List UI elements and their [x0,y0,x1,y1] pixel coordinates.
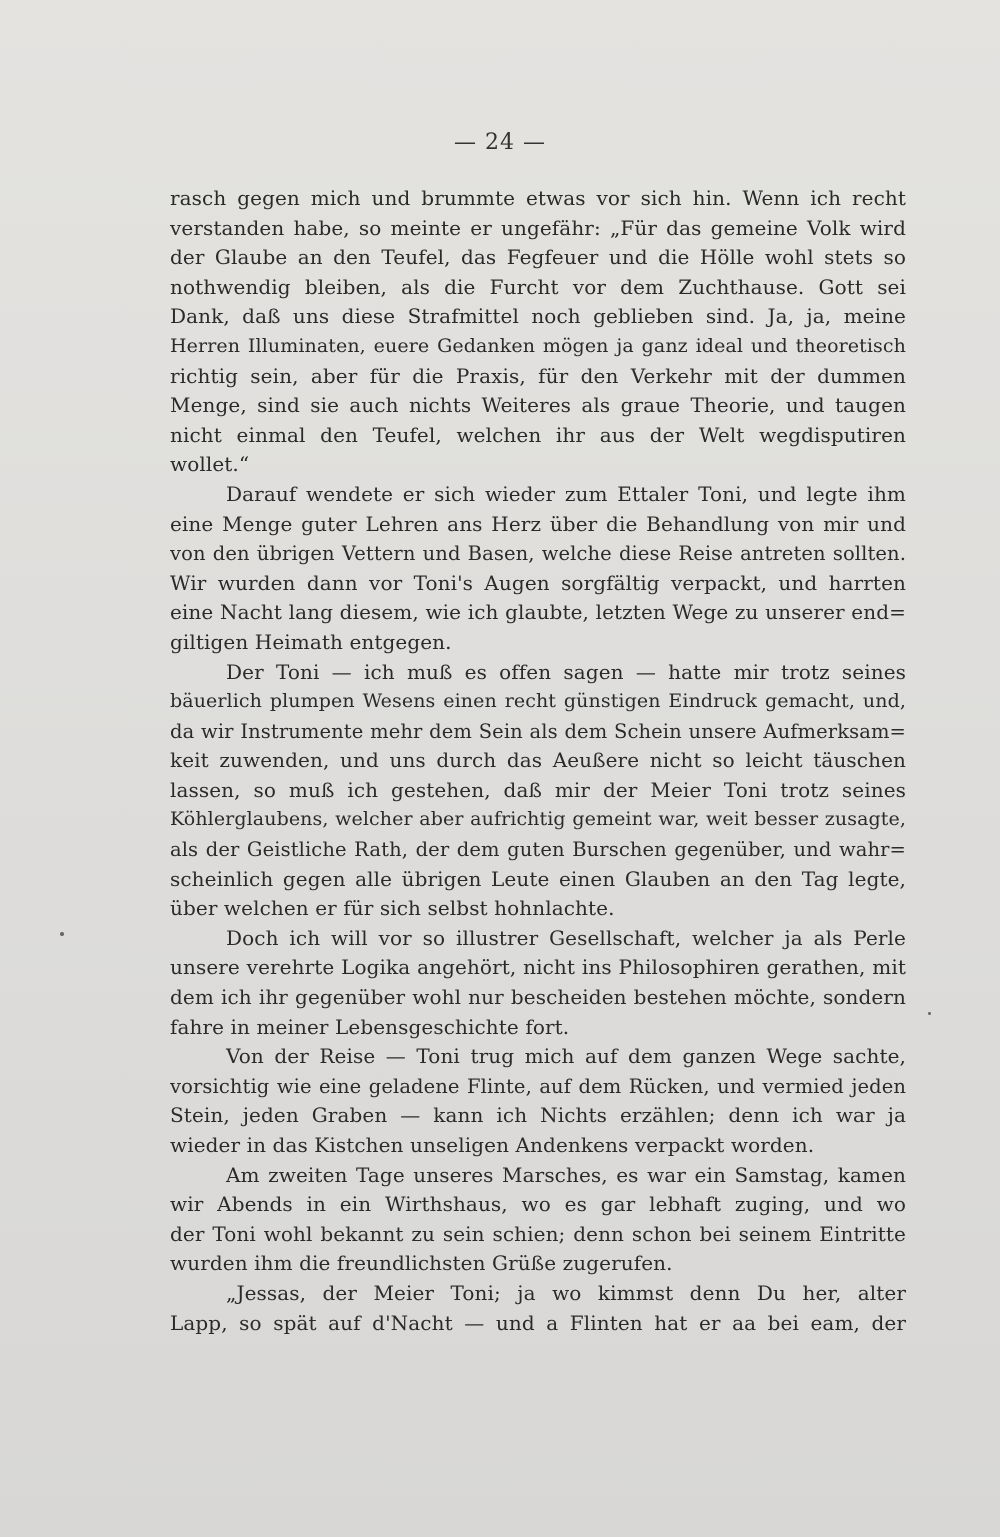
text-line: lassen, so muß ich gestehen, daß mir der Meier Toni trotz seines [170,777,906,802]
text-line: nicht einmal den Teufel, welchen ihr aus der Welt wegdisputiren [170,422,906,447]
text-line: Stein, jeden Graben — kann ich Nichts erzählen; denn ich war ja [170,1103,906,1128]
text-line: bäuerlich plumpen Wesens einen recht günstigen Eindruck gemacht, und, [170,690,906,713]
speck-mark [928,1012,931,1015]
text-line: giltigen Heimath entgegen. [170,629,452,654]
page-number: — 24 — [454,130,546,155]
text-line: wieder in das Kistchen unseligen Andenkens verpackt worden. [170,1133,815,1157]
text-line: verstanden habe, so meinte er ungefähr: „Für das gemeine Volk wird [170,215,906,240]
text-line: Doch ich will vor so illustrer Gesellschaft, welcher ja als Perle [226,925,906,950]
text-line: der Glaube an den Teufel, das Fegfeuer und die Hölle wohl stets so [170,245,906,270]
text-line: über welchen er für sich selbst hohnlachte. [170,896,615,921]
text-line: rasch gegen mich und brummte etwas vor sich hin. Wenn ich recht [170,186,906,210]
speck-mark [60,932,64,936]
text-line: Darauf wendete er sich wieder zum Ettaler Toni, und legte ihm [226,481,906,506]
text-line: eine Menge guter Lehren ans Herz über die Behandlung von mir und [170,511,906,536]
text-line: vorsichtig wie eine geladene Flinte, auf dem Rücken, und vermied jeden [170,1074,906,1098]
text-line: wir Abends in ein Wirthshaus, wo es gar lebhaft zuging, und wo [170,1192,906,1217]
text-line: Köhlerglaubens, welcher aber aufrichtig gemeint war, weit besser zusagte, [170,808,906,831]
text-line: richtig sein, aber für die Praxis, für den Verkehr mit der dummen [170,363,906,388]
text-line: unsere verehrte Logika angehört, nicht ins Philosophiren gerathen, mit [170,955,906,980]
text-line: Dank, daß uns diese Strafmittel noch geblieben sind. Ja, ja, meine [170,304,906,329]
text-line: eine Nacht lang diesem, wie ich glaubte, letzten Wege zu unserer end= [170,600,906,625]
text-line: Der Toni — ich muß es offen sagen — hatte mir trotz seines [226,659,906,684]
text-line: als der Geistliche Rath, der dem guten Burschen gegenüber, und wahr= [170,838,906,862]
text-line: scheinlich gegen alle übrigen Leute einen Glauben an den Tag legte, [170,866,906,891]
text-line: Menge, sind sie auch nichts Weiteres als graue Theorie, und taugen [170,393,906,418]
text-line: Wir wurden dann vor Toni's Augen sorgfältig verpackt, und harrten [170,570,906,595]
text-line: dem ich ihr gegenüber wohl nur bescheiden bestehen möchte, sondern [170,985,906,1010]
text-line: der Toni wohl bekannt zu sein schien; denn schon bei seinem Eintritte [170,1221,906,1246]
text-line: wollet.“ [170,452,250,477]
text-line: fahre in meiner Lebensgeschichte fort. [170,1014,570,1039]
body-text [170,184,906,1338]
text-line: nothwendig bleiben, als die Furcht vor dem Zuchthause. Gott sei [170,274,906,299]
text-line: da wir Instrumente mehr dem Sein als dem Schein unsere Aufmerksam= [170,719,906,743]
text-line: keit zuwenden, und uns durch das Aeußere nicht so leicht täuschen [170,748,906,773]
text-line: von den übrigen Vettern und Basen, welche diese Reise antreten sollten. [170,542,906,566]
text-line: „Jessas, der Meier Toni; ja wo kimmst denn Du her, alter [226,1280,906,1305]
text-line: Von der Reise — Toni trug mich auf dem ganzen Wege sachte, [226,1044,906,1069]
text-line: Herren Illuminaten, euere Gedanken mögen ja ganz ideal und theoretisch [170,334,906,357]
text-line: wurden ihm die freundlichsten Grüße zugerufen. [170,1251,673,1276]
text-line: Lapp, so spät auf d'Nacht — und a Flinten hat er aa bei eam, der [170,1310,906,1335]
text-line: Am zweiten Tage unseres Marsches, es war ein Samstag, kamen [226,1162,906,1187]
